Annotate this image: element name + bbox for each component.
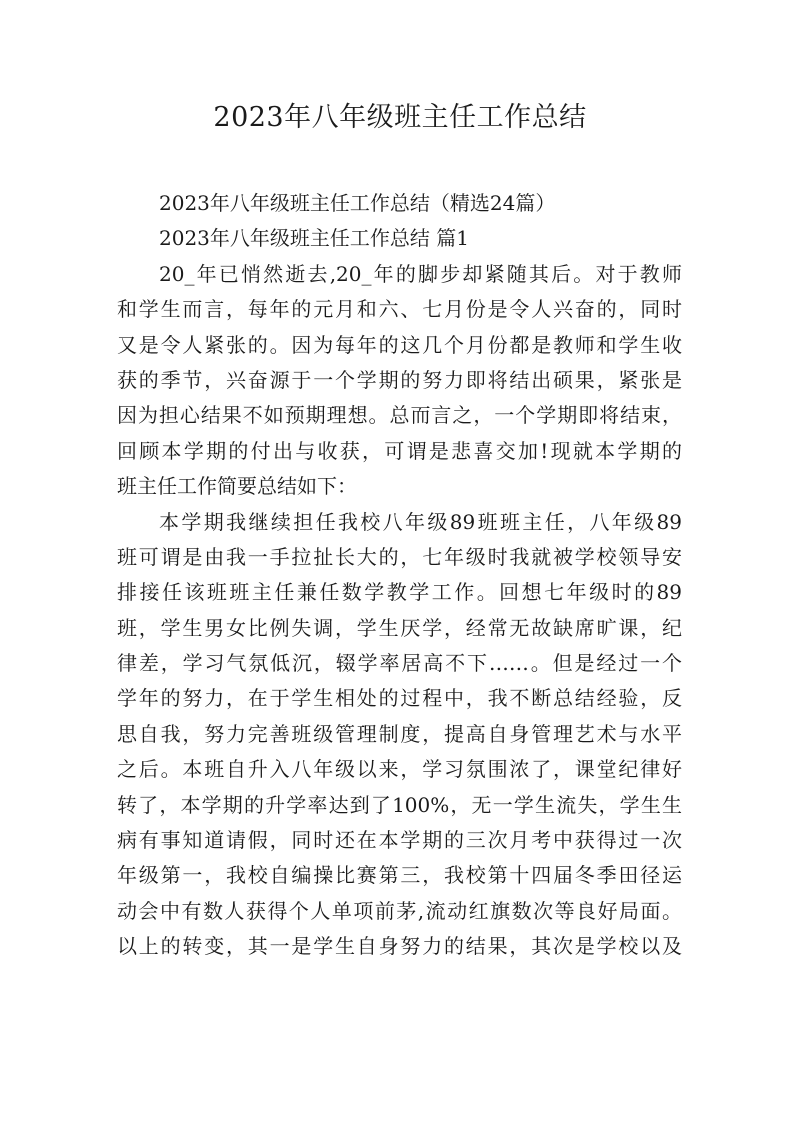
- text-line: 病有事知道请假，同时还在本学期的三次月考中获得过一次: [117, 828, 682, 853]
- text-line: 班可谓是由我一手拉扯长大的，七年级时我就被学校领导安: [117, 544, 682, 569]
- text-line: 和学生而言，每年的元月和六、七月份是令人兴奋的，同时: [117, 297, 682, 322]
- text-line: 20_年已悄然逝去,20_年的脚步却紧随其后。对于教师: [159, 261, 682, 286]
- text-line: 之后。本班自升入八年级以来，学习氛围浓了，课堂纪律好: [117, 757, 682, 782]
- text-line: 回顾本学期的付出与收获，可谓是悲喜交加!现就本学期的: [117, 438, 682, 463]
- text-line: 2023年八年级班主任工作总结 篇1: [159, 226, 469, 251]
- text-line: 班主任工作简要总结如下：: [117, 474, 357, 499]
- text-line: 律差，学习气氛低沉，辍学率居高不下……。但是经过一个: [117, 651, 682, 676]
- document-body: [117, 186, 682, 965]
- text-line: 转了，本学期的升学率达到了100%，无一学生流失，学生生: [117, 792, 682, 817]
- text-line: 获的季节，兴奋源于一个学期的努力即将结出硕果，紧张是: [117, 367, 682, 392]
- text-line: 又是令人紧张的。因为每年的这几个月份都是教师和学生收: [117, 332, 682, 357]
- text-line: 本学期我继续担任我校八年级89班班主任，八年级89: [159, 509, 682, 534]
- text-line: 年级第一，我校自编操比赛第三，我校第十四届冬季田径运: [117, 863, 682, 888]
- text-line: 学年的努力，在于学生相处的过程中，我不断总结经验，反: [117, 686, 682, 711]
- text-line: 以上的转变，其一是学生自身努力的结果，其次是学校以及: [117, 934, 682, 959]
- text-line: 动会中有数人获得个人单项前茅,流动红旗数次等良好局面。: [117, 898, 682, 923]
- text-line: 排接任该班班主任兼任数学教学工作。回想七年级时的89: [117, 580, 682, 605]
- text-line: 思自我，努力完善班级管理制度，提高自身管理艺术与水平: [117, 721, 682, 746]
- text-line: 2023年八年级班主任工作总结（精选24篇）: [159, 191, 556, 215]
- document-title: 2023年八年级班主任工作总结: [213, 102, 587, 133]
- text-line: 班，学生男女比例失调，学生厌学，经常无故缺席旷课，纪: [117, 615, 682, 640]
- text-line: 因为担心结果不如预期理想。总而言之，一个学期即将结束，: [117, 403, 682, 428]
